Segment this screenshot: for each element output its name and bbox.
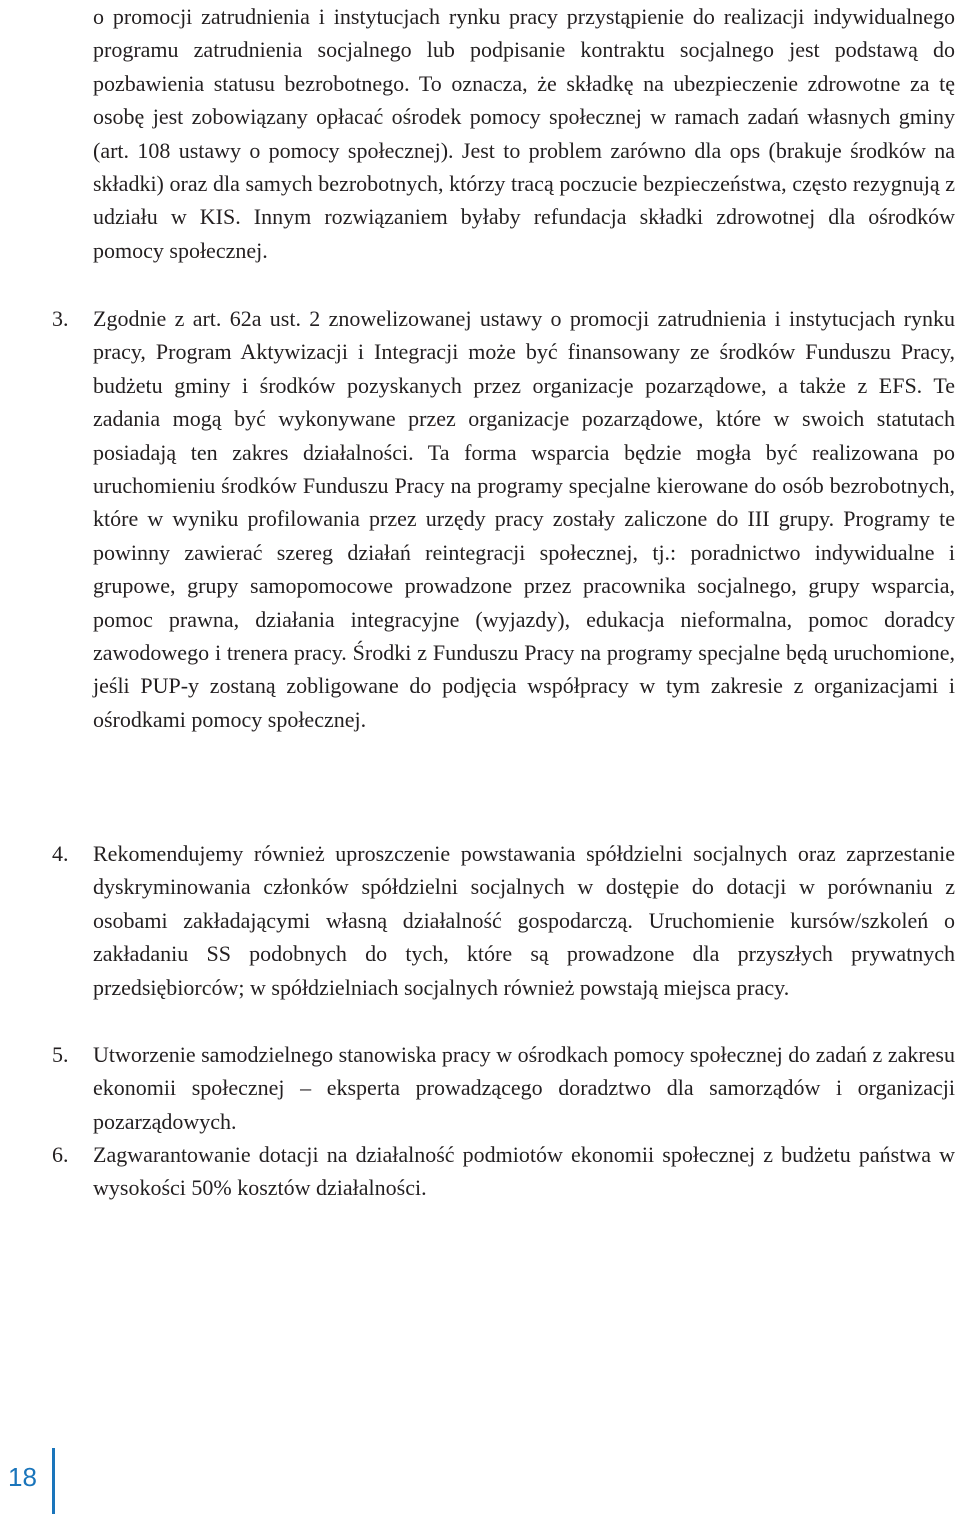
list-item-number: 6.: [52, 1142, 69, 1167]
page-number: 18: [8, 1462, 37, 1492]
page-number-rule: [52, 1448, 55, 1514]
list-item-text: Utworzenie samodzielnego stanowiska pracy w ośrodkach pomocy społecznej do zadań z zakresu ekonomii społecznej – eksperta prowadzącego doradztwo dla samorządów i organizacji pozarządowych.: [93, 1042, 955, 1134]
list-item-text: Zagwarantowanie dotacji na działalność podmiotów ekonomii społecznej z budżetu państwa w wysokości 50% kosztów działalności.: [93, 1142, 955, 1201]
list-item-number: 5.: [52, 1042, 69, 1067]
list-item-number: 3.: [52, 306, 69, 331]
list-item-text: Rekomendujemy również uproszczenie powstawania spółdzielni socjalnych oraz zaprzestanie dyskryminowania członków spółdzielni socjalnych w dostępie do dotacji w porównaniu z osobami zakładającymi własną działalność gospodarczą. Uruchomienie kursów/szkoleń o zakładaniu SS podobnych do tych, które są prowadzone dla przyszłych prywatnych przedsiębiorców; w spółdzielniach socjalnych również powstają miejsca pracy.: [93, 841, 955, 1000]
intro-paragraph: o promocji zatrudnienia i instytucjach rynku pracy przystąpienie do realizacji indywidualnego programu zatrudnienia socjalnego lub podpisanie kontraktu socjalnego jest podstawą do pozbawienia statusu bezrobotnego. To oznacza, że składkę na ubezpieczenie zdrowotne za tę osobę jest zobowiązany opłacać ośrodek pomocy społecznej w ramach zadań własnych gminy (art. 108 ustawy o pomocy społecznej). Jest to problem zarówno dla ops (brakuje środków na składki) oraz dla samych bezrobotnych, którzy tracą poczucie bezpieczeństwa, często rezygnują z udziału w KIS. Innym rozwiązaniem byłaby refundacja składki zdrowotnej dla ośrodków pomocy społecznej.: [93, 4, 955, 263]
list-item-number: 4.: [52, 841, 69, 866]
list-item-text: Zgodnie z art. 62a ust. 2 znowelizowanej ustawy o promocji zatrudnienia i instytucjach rynku pracy, Program Aktywizacji i Integracji może być finansowany ze środków Funduszu Pracy, budżetu gminy i środków pozyskanych przez organizacje pozarządowe, a także z EFS. Te zadania mogą być wykonywane przez organizacje pozarządowe, które w swoich statutach posiadają ten zakres działalności. Ta forma wsparcia będzie mogła być realizowana po uruchomieniu środków Funduszu Pracy na programy specjalne kierowane do osób bezrobotnych, które w wyniku profilowania przez urzędy pracy zostały zaliczone do III grupy. Programy te powinny zawierać szereg działań reintegracji społecznej, tj.: poradnictwo indywidualne i grupowe, grupy samopomocowe prowadzone przez pracownika socjalnego, grupy wsparcia, pomoc prawna, działania integracyjne (wyjazdy), edukacja nieformalna, pomoc doradcy zawodowego i trenera pracy. Środki z Funduszu Pracy na programy specjalne będą uruchomione, jeśli PUP-y zostaną zobligowane do podjęcia współpracy w tym zakresie z organizacjami i ośrodkami pomocy społecznej.: [93, 306, 955, 732]
